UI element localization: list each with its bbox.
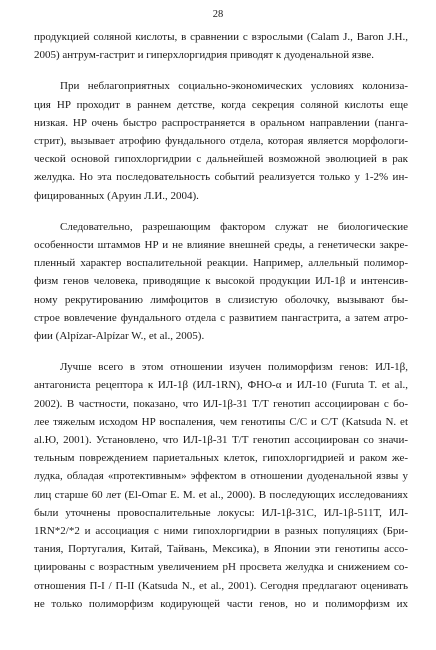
text-line: тания, Португалия, Китай, Тайвань, Мексика), в Японии эти генотипы ассо- — [34, 543, 408, 556]
text-line: лиц старше 60 лет (El-Omar E. M. et al., 2000). В последующих исследованиях — [34, 488, 408, 501]
text-line: строе вовлечение фундального отдела с развитием пангастрита, а затем атро- — [34, 311, 408, 324]
text-line: отношения П-I / П-II (Katsuda N., et al., 2001). Сегодня предлагают оценивать — [34, 579, 408, 592]
text-line: фицированных (Аруин Л.И., 2004). — [34, 189, 199, 202]
paragraph-3 — [34, 218, 408, 345]
text-line: ному рекрутированию лимфоцитов в слизистую оболочку, вызывают бы- — [34, 293, 408, 306]
page-number: 28 — [212, 9, 224, 20]
text-line: ческой основой гипохлоргидрии с дальнейшей возможной эволюцией в рак — [34, 153, 408, 166]
body-text — [34, 28, 408, 613]
text-line: циированы с возрастным увеличением pH просвета желудка и снижением со- — [34, 561, 408, 574]
text-line: 2005) антрум-гастрит и гиперхлоргидрия приводят к дуоденальной язве. — [34, 49, 375, 62]
text-line: Следовательно, разрешающим фактором служат не биологические — [60, 220, 408, 233]
text-line: 1RN*2/*2 и ассоциация с ними гипохлоргидрии в разных популяциях (Бри- — [34, 525, 408, 538]
paragraph-2 — [34, 77, 408, 204]
text-line: ция HP проходит в раннем детстве, когда секреция соляной кислоты еще — [34, 98, 408, 111]
text-line: 2002). В частности, показано, что ИЛ-1β-31 Т/Т генотип ассоциирован с бо- — [34, 397, 408, 410]
text-line: пленный характер воспалительной реакции. Например, аллельный полимор- — [34, 257, 408, 270]
text-line: физм генов человека, приводящие к высокой продукции ИЛ-1β и интенсив- — [34, 275, 408, 288]
text-line: желудка. Но эта последовательность событий реализуется только у 1-2% ин- — [34, 171, 408, 184]
paragraph-4 — [34, 358, 408, 613]
text-line: низкая. HP очень быстро распространяется в оральном направлении (панга- — [34, 116, 408, 129]
paragraph-gap — [34, 205, 408, 218]
text-line: al.Ю, 2001). Установлено, что ИЛ-1β-31 Т/Т генотип ассоциирован со значи- — [34, 434, 408, 447]
paragraph-gap — [34, 64, 408, 77]
text-line: не только полиморфизм кодирующей части генов, но и полиморфизм их — [34, 597, 408, 610]
text-line: лудка, обладая «протективным» эффектом в отношении дуоденальной язвы у — [34, 470, 408, 483]
text-line: лее тяжелым исходом HP воспаления, чем генотипы С/С и С/Т (Katsuda N. et — [34, 415, 408, 428]
text-line: были уточнены провоспалительные локусы: ИЛ-1β-31С, ИЛ-1β-511Т, ИЛ- — [34, 506, 408, 519]
text-line: стрит), вызывает атрофию фундального отдела, которая является морфологи- — [34, 135, 408, 148]
text-line: фии (Alpízar-Alpízar W., et al., 2005). — [34, 330, 205, 343]
text-line: При неблагоприятных социально-экономических условиях колониза- — [60, 80, 408, 93]
text-line: особенности штаммов HP и не влияние внешней среды, а генетически закре- — [34, 239, 408, 252]
text-line: антагониста рецептора к ИЛ-1β (ИЛ-1RN), ФНО-α и ИЛ-10 (Furuta T. et al., — [34, 379, 408, 392]
text-line: продукцией соляной кислоты, в сравнении с взрослыми (Calam J., Baron J.H., — [34, 31, 408, 43]
text-line: тельным повреждением париетальных клеток, гипохлоргидрией и раком же- — [34, 452, 408, 465]
paragraph-gap — [34, 345, 408, 358]
paragraph-1 — [34, 28, 408, 64]
text-line: Лучше всего в этом отношении изучен полиморфизм генов: ИЛ-1β, — [60, 361, 408, 374]
